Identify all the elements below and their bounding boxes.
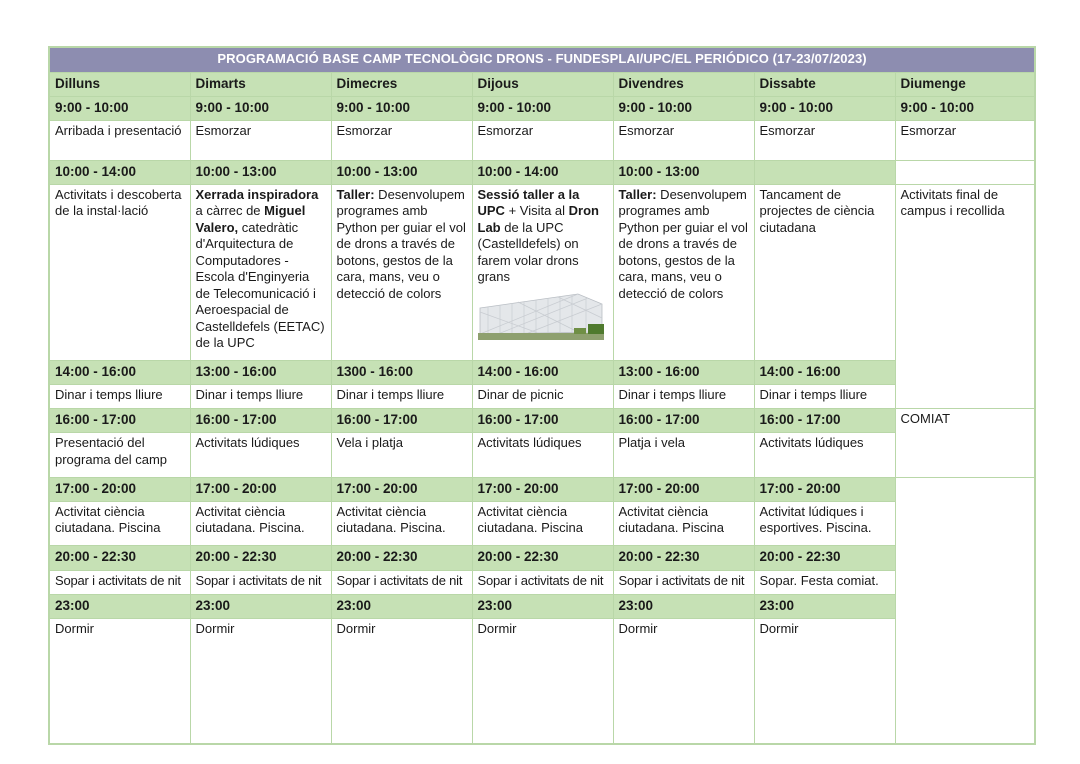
activity-cell: Presentació del programa del camp	[49, 433, 190, 477]
activity-cell: Esmorzar	[190, 121, 331, 160]
time-cell: 9:00 - 10:00	[190, 96, 331, 120]
greenhouse-dron-lab-image	[478, 288, 604, 340]
time-cell: 13:00 - 16:00	[613, 360, 754, 384]
activity-cell: Tancament de projectes de ciència ciutadana	[754, 184, 895, 360]
time-cell: 23:00	[331, 594, 472, 618]
activity-cell: Dinar i temps lliure	[49, 384, 190, 408]
time-cell: 23:00	[49, 594, 190, 618]
text: de la UPC (Castelldefels) on farem volar drons grans	[477, 219, 579, 285]
activity-cell: Dormir	[472, 619, 613, 744]
schedule-title: PROGRAMACIÓ BASE CAMP TECNOLÒGIC DRONS - FUNDESPLAI/UPC/EL PERIÓDICO (17-23/07/2023)	[49, 47, 1035, 72]
time-cell: 20:00 - 22:30	[49, 546, 190, 570]
bold-text: Taller:	[336, 186, 375, 202]
day-header: Dilluns	[49, 72, 190, 96]
text: Desenvolupem programes amb Python per guiar el vol de drons a través de botons, gestos de la cara, mans, veu o detecció de colors	[336, 186, 466, 301]
time-cell-empty	[754, 160, 895, 184]
activity-cell	[331, 184, 472, 360]
time-cell: 10:00 - 14:00	[472, 160, 613, 184]
time-cell: 23:00	[754, 594, 895, 618]
time-cell: 20:00 - 22:30	[613, 546, 754, 570]
time-cell: 16:00 - 17:00	[331, 409, 472, 433]
time-cell: 23:00	[613, 594, 754, 618]
bold-text: Miguel Valero,	[195, 203, 306, 235]
day-header: Diumenge	[895, 72, 1035, 96]
activity-cell: Dinar i temps lliure	[190, 384, 331, 408]
bold-text: Dron Lab	[477, 203, 600, 235]
activity-cell	[613, 184, 754, 360]
day-header: Divendres	[613, 72, 754, 96]
time-cell: 16:00 - 17:00	[49, 409, 190, 433]
time-cell: 16:00 - 17:00	[754, 409, 895, 433]
time-cell: 16:00 - 17:00	[190, 409, 331, 433]
time-cell: 14:00 - 16:00	[49, 360, 190, 384]
time-cell: 17:00 - 20:00	[190, 477, 331, 501]
day-header: Dimecres	[331, 72, 472, 96]
time-cell: 9:00 - 10:00	[49, 96, 190, 120]
activity-cell	[190, 184, 331, 360]
activity-cell: Dormir	[49, 619, 190, 744]
activity-cell: Activitats lúdiques	[190, 433, 331, 477]
activity-cell: Activitat ciència ciutadana. Piscina.	[190, 501, 331, 545]
time-cell: 17:00 - 20:00	[754, 477, 895, 501]
activity-cell: Esmorzar	[331, 121, 472, 160]
activity-cell: Dinar i temps lliure	[331, 384, 472, 408]
time-cell: 14:00 - 16:00	[472, 360, 613, 384]
activity-cell: Sopar i activitats de nit	[190, 570, 331, 594]
activity-cell	[472, 184, 613, 360]
activity-cell: Vela i platja	[331, 433, 472, 477]
activity-cell: Dinar de picnic	[472, 384, 613, 408]
activity-cell: Sopar. Festa comiat.	[754, 570, 895, 594]
activity-cell: Activitats lúdiques	[754, 433, 895, 477]
activity-cell: Sopar i activitats de nit	[331, 570, 472, 594]
text: catedràtic d'Arquitectura de Computadores - Escola d'Enginyeria de Telecomunicació i Aeroespacial de Castelldefels (EETAC) de la UPC	[195, 219, 325, 351]
time-cell: 9:00 - 10:00	[895, 96, 1035, 120]
time-cell: 10:00 - 13:00	[331, 160, 472, 184]
time-cell: 1300 - 16:00	[331, 360, 472, 384]
time-cell: 17:00 - 20:00	[613, 477, 754, 501]
time-cell: 17:00 - 20:00	[472, 477, 613, 501]
time-cell: 16:00 - 17:00	[472, 409, 613, 433]
text: a càrrec de	[195, 203, 265, 219]
bold-text: Xerrada inspiradora	[195, 186, 319, 202]
activity-cell: Esmorzar	[613, 121, 754, 160]
activity-cell: Platja i vela	[613, 433, 754, 477]
activity-cell: Esmorzar	[895, 121, 1035, 160]
activity-cell: Dormir	[331, 619, 472, 744]
time-cell: 23:00	[472, 594, 613, 618]
text: Desenvolupem programes amb Python per guiar el vol de drons a través de botons, gestos de la cara, mans, veu o detecció de colors	[618, 186, 748, 301]
activity-cell: Dormir	[190, 619, 331, 744]
time-cell: 23:00	[190, 594, 331, 618]
activity-cell: Esmorzar	[472, 121, 613, 160]
activity-cell: Esmorzar	[754, 121, 895, 160]
time-cell: 10:00 - 13:00	[190, 160, 331, 184]
day-header: Dijous	[472, 72, 613, 96]
time-cell: 9:00 - 10:00	[613, 96, 754, 120]
activity-cell: Activitats lúdiques	[472, 433, 613, 477]
activity-cell: Activitat ciència ciutadana. Piscina.	[331, 501, 472, 545]
time-cell: 20:00 - 22:30	[754, 546, 895, 570]
time-cell: 20:00 - 22:30	[472, 546, 613, 570]
activity-cell: COMIAT	[895, 409, 1035, 478]
bold-text: Sessió taller a la UPC	[477, 186, 580, 219]
activity-cell: Activitat lúdiques i esportives. Piscina.	[754, 501, 895, 545]
time-cell: 9:00 - 10:00	[331, 96, 472, 120]
time-cell: 9:00 - 10:00	[754, 96, 895, 120]
time-cell: 14:00 - 16:00	[754, 360, 895, 384]
text: + Visita al	[504, 203, 569, 219]
activity-cell: Activitat ciència ciutadana. Piscina	[472, 501, 613, 545]
activity-cell: Dormir	[754, 619, 895, 744]
activity-cell: Sopar i activitats de nit	[49, 570, 190, 594]
activity-cell: Activitat ciència ciutadana. Piscina	[49, 501, 190, 545]
bold-text: Taller:	[618, 186, 657, 202]
time-cell: 13:00 - 16:00	[190, 360, 331, 384]
activity-cell: Dinar i temps lliure	[613, 384, 754, 408]
activity-cell: Dinar i temps lliure	[754, 384, 895, 408]
activity-cell: Activitat ciència ciutadana. Piscina	[613, 501, 754, 545]
time-cell: 20:00 - 22:30	[190, 546, 331, 570]
schedule-table	[48, 46, 1036, 745]
activity-cell: Sopar i activitats de nit	[613, 570, 754, 594]
greenhouse-image-svg	[478, 288, 604, 340]
time-cell: 17:00 - 20:00	[49, 477, 190, 501]
activity-cell: Activitats i descoberta de la instal·lació	[49, 184, 190, 360]
day-header: Dimarts	[190, 72, 331, 96]
activity-cell: Arribada i presentació	[49, 121, 190, 160]
time-cell: 10:00 - 13:00	[613, 160, 754, 184]
empty-cell	[895, 477, 1035, 744]
empty-cell	[895, 160, 1035, 184]
activity-cell: Dormir	[613, 619, 754, 744]
time-cell: 10:00 - 14:00	[49, 160, 190, 184]
activity-cell: Sopar i activitats de nit	[472, 570, 613, 594]
time-cell: 16:00 - 17:00	[613, 409, 754, 433]
time-cell: 20:00 - 22:30	[331, 546, 472, 570]
time-cell: 17:00 - 20:00	[331, 477, 472, 501]
day-header: Dissabte	[754, 72, 895, 96]
activity-cell: Activitats final de campus i recollida	[895, 184, 1035, 408]
time-cell: 9:00 - 10:00	[472, 96, 613, 120]
